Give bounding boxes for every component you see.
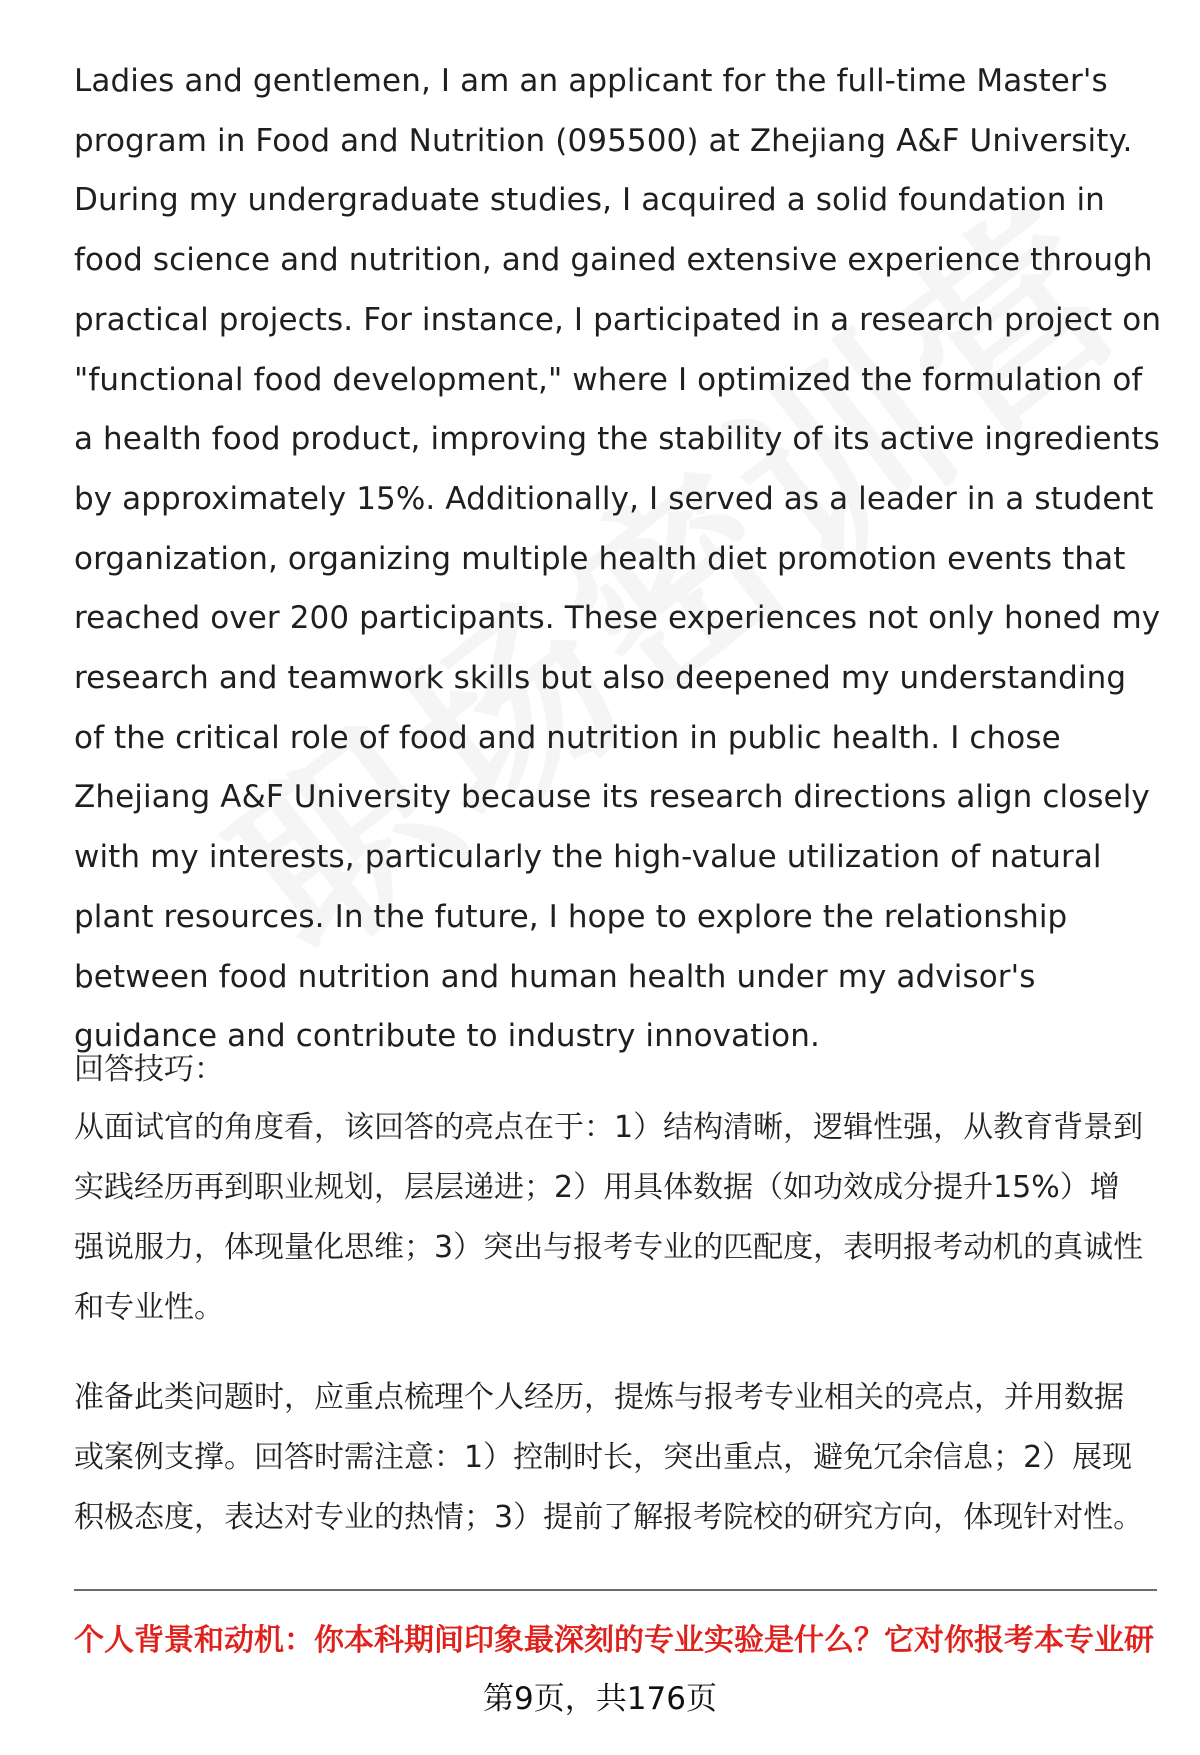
section-divider: [74, 1589, 1157, 1591]
page-number: 第9页，共176页: [483, 1681, 717, 1717]
sample-answer-paragraph: Ladies and gentlemen, I am an applicant for the full-time Master's program in Food and Nutrition (095500) at Zhejiang A&F University. During my undergraduate studies, I acquired a solid foundation in food science and nutrition, and gained extensive experience through practical projects. For instance, I participated in a research project on "functional food development," where I optimized the formulation of a health food product, improving the stability of its active ingredients by approximately 15%. Additionally, I served as a leader in a student organization, organizing multiple health diet promotion events that reached over 200 participants. These experiences not only honed my research and teamwork skills but also deepened my understanding of the critical role of food and nutrition in public health. I chose Zhejiang A&F University because its research directions align closely with my interests, particularly the high-value utilization of natural plant resources. In the future, I hope to explore the relationship between food nutrition and human health under my advisor's guidance and contribute to industry innovation.: [74, 63, 1162, 1055]
tips-paragraph-1: 从面试官的角度看，该回答的亮点在于：1）结构清晰，逻辑性强，从教育背景到实践经历再到职业规划，层层递进；2）用具体数据（如功效成分提升15%）增强说服力，体现量化思维；3）突出与报考专业的匹配度，表明报考动机的真诚性和专业性。: [74, 1110, 1144, 1325]
tips-heading: 回答技巧：: [74, 1052, 224, 1087]
tips-paragraph-2: 准备此类问题时，应重点梳理个人经历，提炼与报考专业相关的亮点，并用数据或案例支撑。回答时需注意：1）控制时长，突出重点，避免冗余信息；2）展现积极态度，表达对专业的热情；3）提前了解报考院校的研究方向，体现针对性。: [74, 1380, 1144, 1535]
next-question-heading: 个人背景和动机：你本科期间印象最深刻的专业实验是什么？它对你报考本专业研: [74, 1623, 1154, 1658]
